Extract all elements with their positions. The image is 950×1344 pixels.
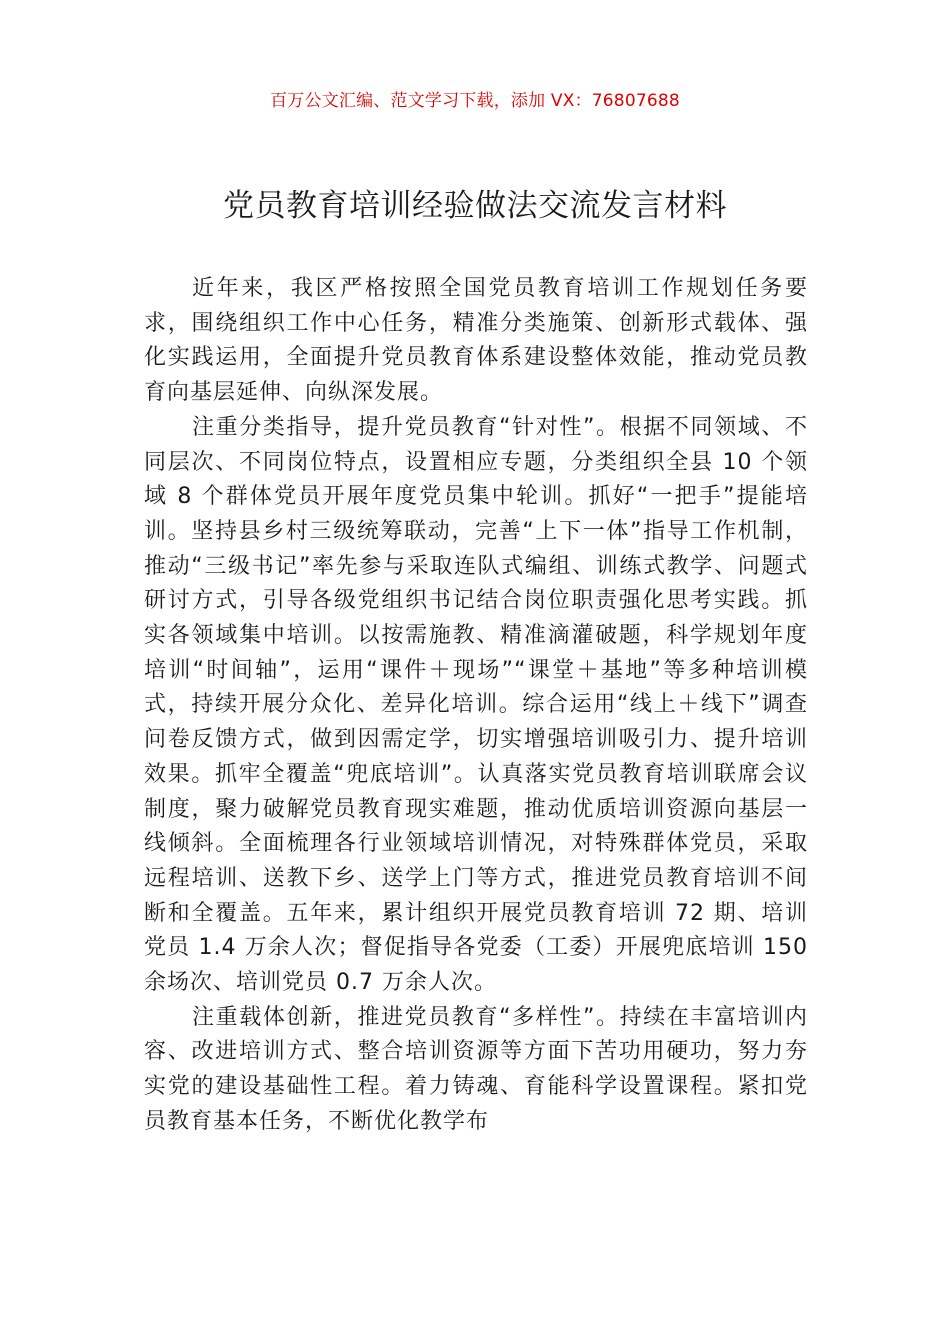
- paragraph-intro: 近年来，我区严格按照全国党员教育培训工作规划任务要求，围绕组织工作中心任务，精准分类施策、创新形式载体、强化实践运用，全面提升党员教育体系建设整体效能，推动党员教育向基层延伸、向纵深发展。: [144, 276, 808, 406]
- document-title: 党员教育培训经验做法交流发言材料: [223, 188, 727, 224]
- paragraph-classified-guidance: 注重分类指导，提升党员教育“针对性”。根据不同领域、不同层次、不同岗位特点，设置相应专题，分类组织全县 10 个领域 8 个群体党员开展年度党员集中轮训。抓好“一把手”提能培训。坚持县乡村三级统筹联动，完善“上下一体”指导工作机制，推动“三级书记”率先参与采取连队式编组、训练式教学、问题式研讨方式，引导各级党组织书记结合岗位职责强化思考实践。抓实各领域集中培训。以按需施教、精准滴灌破题，科学规划年度培训“时间轴”，运用“课件＋现场”“课堂＋基地”等多种培训模式，持续开展分众化、差异化培训。综合运用“线上＋线下”调查问卷反馈方式，做到因需定学，切实增强培训吸引力、提升培训效果。抓牢全覆盖“兜底培训”。认真落实党员教育培训联席会议制度，聚力破解党员教育现实难题，推动优质培训资源向基层一线倾斜。全面梳理各行业领域培训情况，对特殊群体党员，采取远程培训、送教下乡、送学上门等方式，推进党员教育培训不间断和全覆盖。五年来，累计组织开展党员教育培训 72 期、培训党员 1.4 万余人次；督促指导各党委（工委）开展兜底培训 150 余场次、培训党员 0.7 万余人次。: [144, 414, 808, 996]
- paragraph-carrier-innovation: 注重载体创新，推进党员教育“多样性”。持续在丰富培训内容、改进培训方式、整合培训资源等方面下苦功用硬功，努力夯实党的建设基础性工程。着力铸魂、育能科学设置课程。紧扣党员教育基本任务，不断优化教学布: [144, 1004, 808, 1134]
- document-body: [144, 272, 808, 1140]
- header-watermark-note: 百万公文汇编、范文学习下载，添加 VX：76807688: [270, 91, 680, 111]
